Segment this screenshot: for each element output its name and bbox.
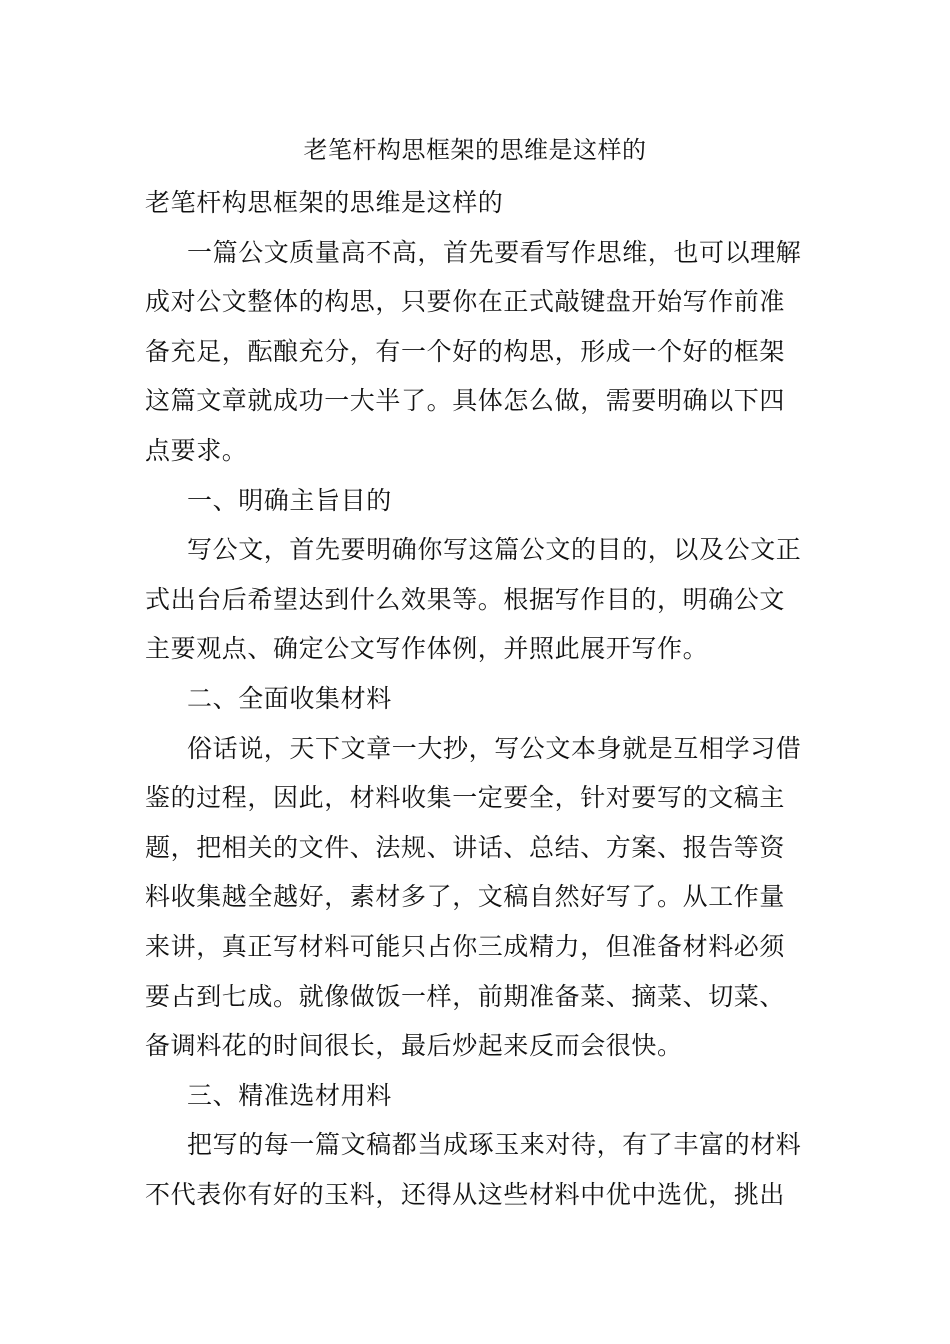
- text-line: 写公文，首先要明确你写这篇公文的目的，以及公文正: [187, 535, 802, 565]
- text-line: 备调料花的时间很长，最后炒起来反而会很快。: [145, 1031, 683, 1061]
- text-line: 成对公文整体的构思，只要你在正式敲键盘开始写作前准: [145, 287, 786, 317]
- text-line: 二、全面收集材料: [187, 683, 392, 713]
- text-line: 要占到七成。就像做饭一样，前期准备菜、摘菜、切菜、: [145, 981, 786, 1011]
- text-line: 题，把相关的文件、法规、讲话、总结、方案、报告等资: [145, 832, 786, 862]
- text-line: 式出台后希望达到什么效果等。根据写作目的，明确公文: [145, 584, 786, 614]
- text-line: 这篇文章就成功一大半了。具体怎么做，需要明确以下四: [145, 386, 786, 416]
- text-line: 备充足，酝酿充分，有一个好的构思，形成一个好的框架: [145, 336, 786, 366]
- text-line: 点要求。: [145, 435, 248, 465]
- text-line: 料收集越全越好，素材多了，文稿自然好写了。从工作量: [145, 882, 786, 912]
- text-line: 俗话说，天下文章一大抄，写公文本身就是互相学习借: [187, 733, 802, 763]
- document-body: [145, 178, 810, 1219]
- text-line: 把写的每一篇文稿都当成琢玉来对待，有了丰富的材料: [187, 1130, 802, 1160]
- text-line: 不代表你有好的玉料，还得从这些材料中优中选优，挑出: [145, 1179, 786, 1209]
- document-title: 老笔杆构思框架的思维是这样的: [303, 136, 647, 164]
- text-line: 鉴的过程，因此，材料收集一定要全，针对要写的文稿主: [145, 783, 786, 813]
- text-line: 一篇公文质量高不高，首先要看写作思维，也可以理解: [187, 237, 802, 267]
- text-line: 三、精准选材用料: [187, 1080, 392, 1110]
- text-line: 一、明确主旨目的: [187, 485, 392, 515]
- text-line: 来讲，真正写材料可能只占你三成精力，但准备材料必须: [145, 931, 786, 961]
- text-line: 主要观点、确定公文写作体例，并照此展开写作。: [145, 634, 709, 664]
- text-line: 老笔杆构思框架的思维是这样的: [145, 188, 504, 217]
